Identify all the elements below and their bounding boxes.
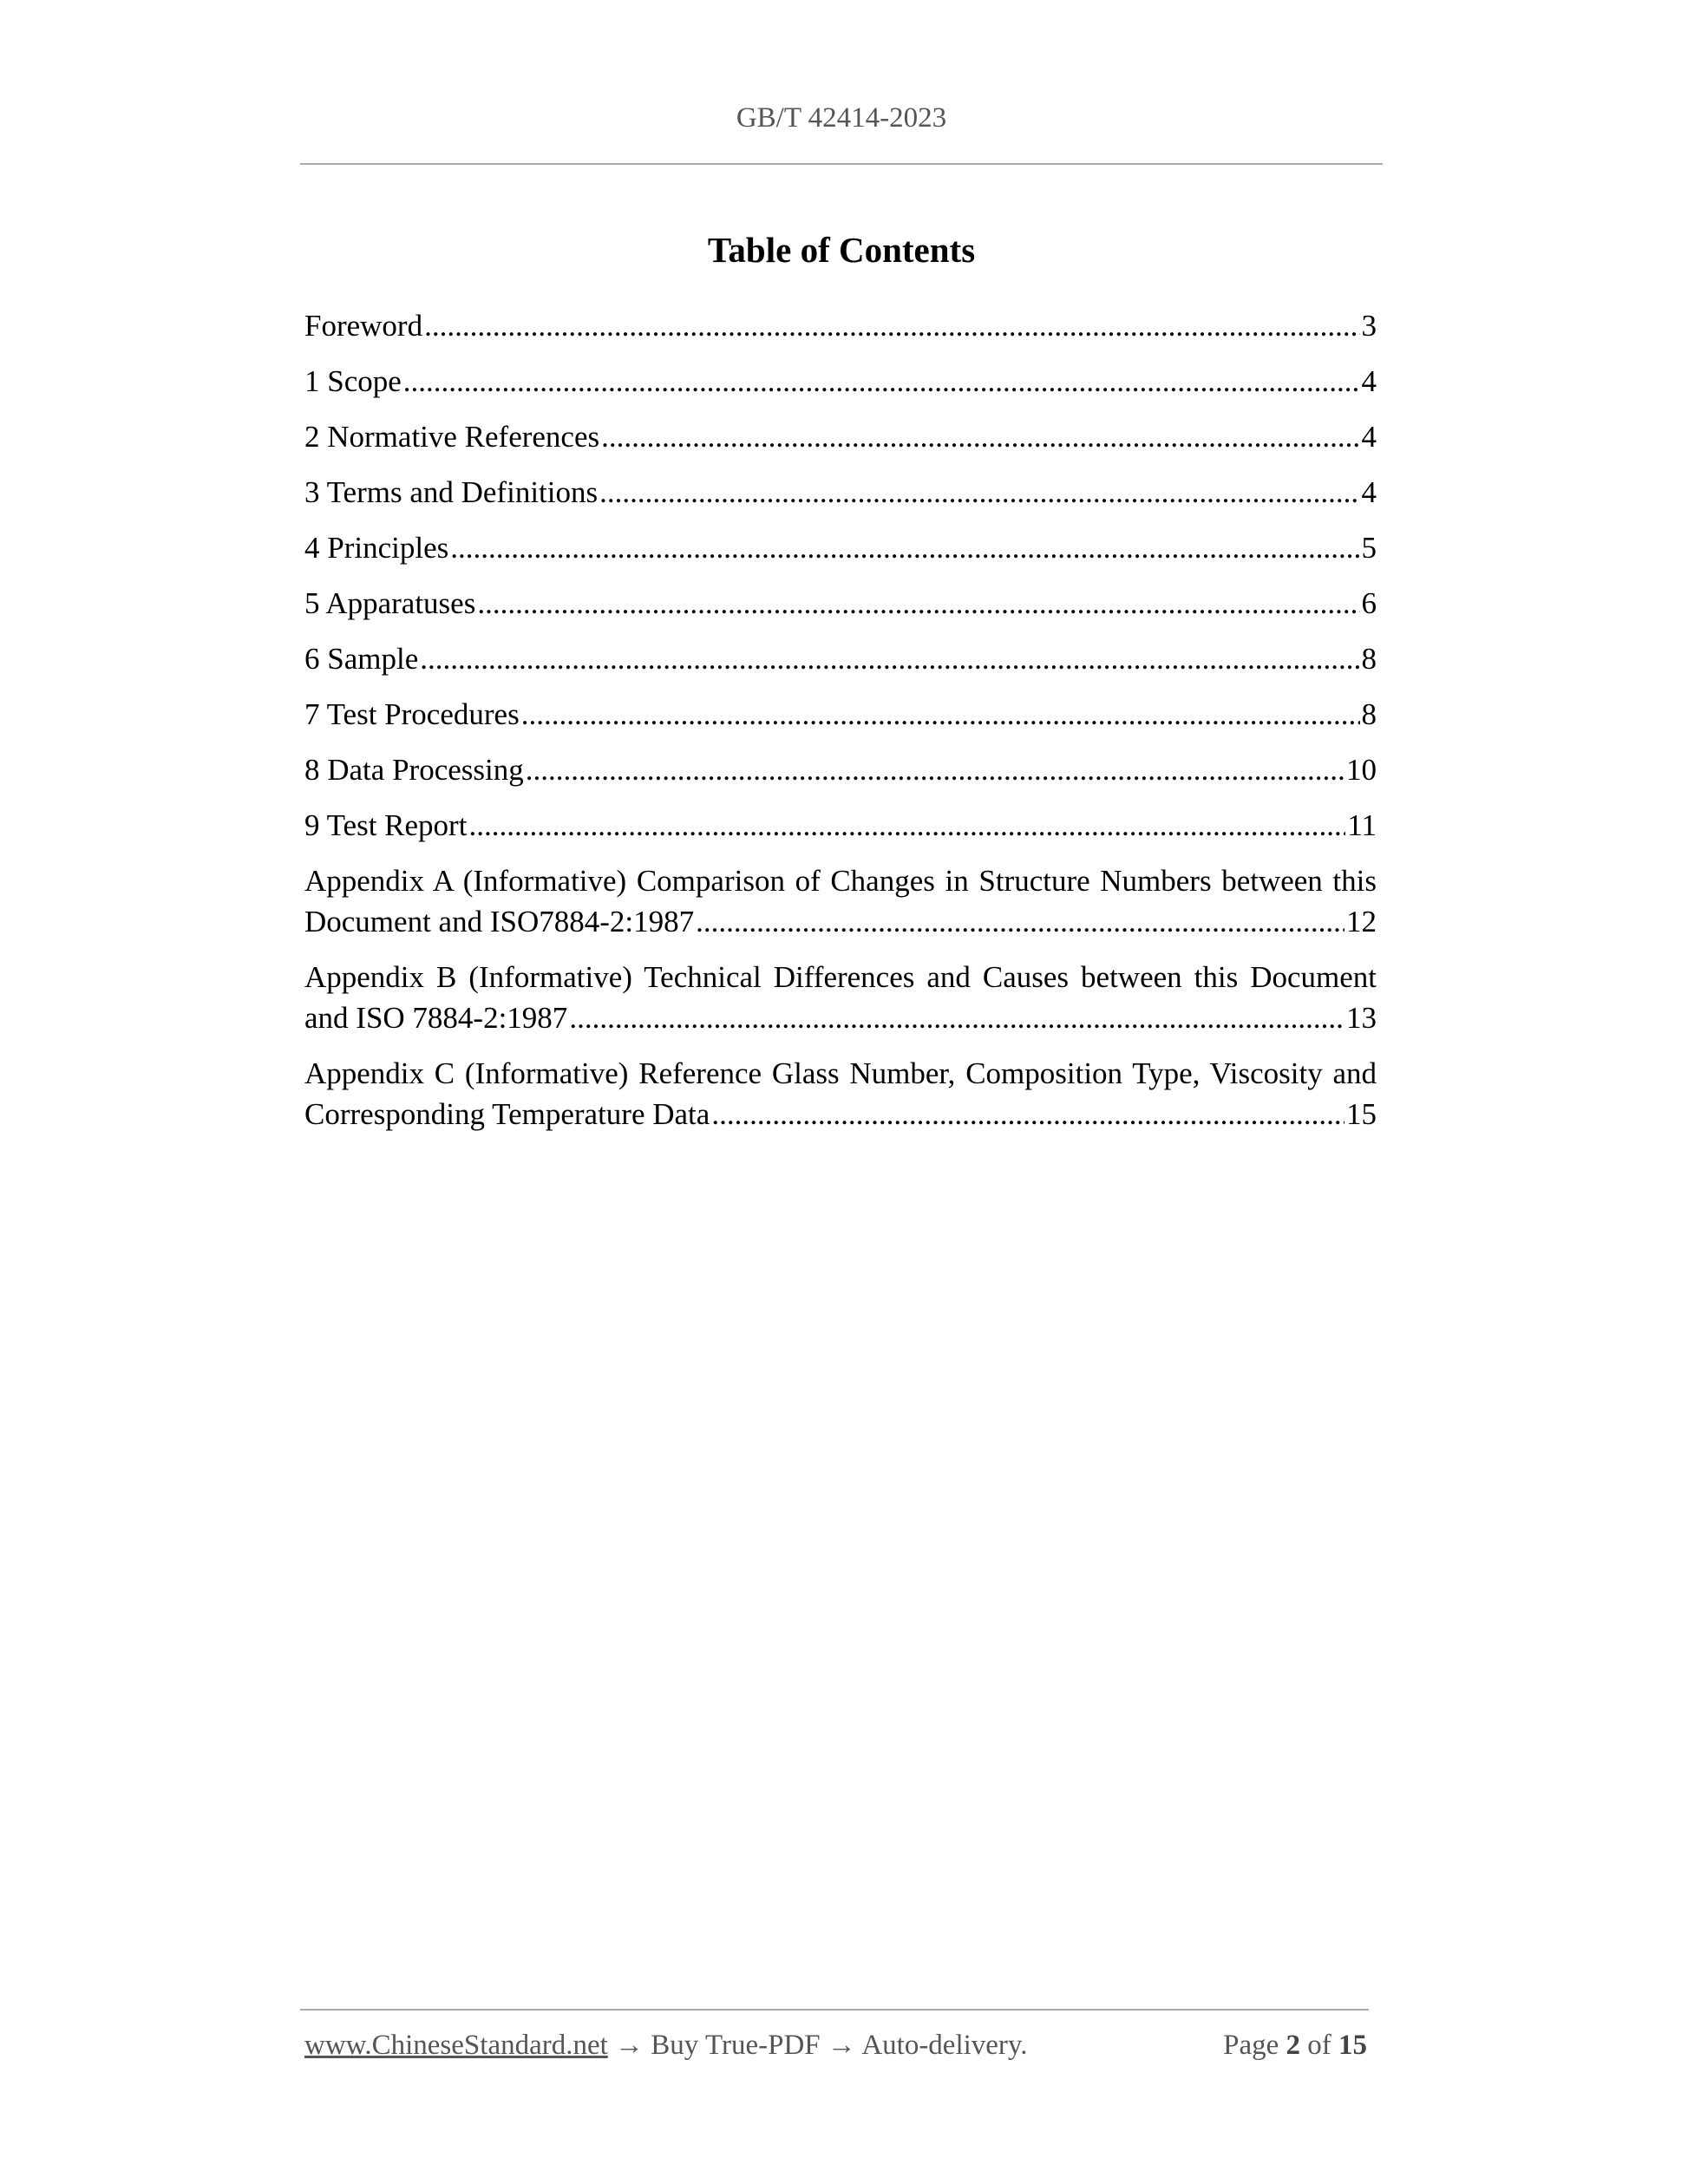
toc-dot-leader [521, 694, 1360, 735]
toc-entry-terms-and-definitions[interactable] [304, 472, 1377, 513]
toc-entry-label: 3 Terms and Definitions [304, 475, 599, 509]
toc-entry-page: 15 [1346, 1097, 1377, 1131]
toc-entry-scope[interactable] [304, 361, 1377, 402]
document-code-header: GB/T 42414-2023 [736, 102, 947, 134]
toc-entry-appendix-b[interactable] [304, 957, 1377, 1038]
page-word: Page [1223, 2030, 1279, 2061]
arrow-right-icon: → [827, 2030, 856, 2061]
toc-dot-leader [696, 901, 1345, 942]
toc-dot-leader [403, 361, 1360, 402]
toc-dot-leader [468, 805, 1345, 846]
header-divider [300, 163, 1383, 165]
toc-dot-leader [424, 305, 1359, 346]
toc-entry-appendix-c[interactable] [304, 1053, 1377, 1135]
toc-entry-page: 8 [1361, 697, 1377, 731]
toc-entry-page: 4 [1361, 475, 1377, 509]
toc-entry-page: 4 [1361, 364, 1377, 398]
toc-title: Table of Contents [707, 230, 976, 270]
toc-entry-label: Foreword [304, 309, 423, 343]
toc-entry-apparatuses[interactable] [304, 583, 1377, 624]
total-pages-number: 15 [1338, 2030, 1367, 2061]
toc-entry-page: 11 [1347, 808, 1377, 842]
toc-entry-label-line2: and ISO 7884-2:1987 [304, 1001, 568, 1035]
toc-dot-leader [711, 1094, 1345, 1135]
toc-entry-label-line1: Appendix A (Informative) Comparison of Changes in Structure Numbers between this [304, 864, 1377, 898]
toc-dot-leader [569, 997, 1345, 1038]
toc-entry-label: 5 Apparatuses [304, 586, 476, 620]
footer-promo [304, 2030, 1028, 2062]
toc-entry-label: 9 Test Report [304, 808, 468, 842]
toc-entry-page: 12 [1346, 905, 1377, 938]
toc-dot-leader [450, 527, 1359, 568]
toc-dot-leader [420, 638, 1359, 679]
toc-entry-label: 4 Principles [304, 531, 449, 565]
toc-dot-leader [601, 416, 1359, 457]
auto-delivery-text: Auto-delivery. [861, 2030, 1028, 2061]
toc-entry-foreword[interactable] [304, 305, 1377, 346]
toc-dot-leader [599, 472, 1359, 513]
toc-entry-label: 7 Test Procedures [304, 697, 520, 731]
toc-entry-page: 4 [1361, 420, 1377, 454]
toc-dot-leader [477, 583, 1359, 624]
toc-entry-normative-references[interactable] [304, 416, 1377, 457]
buy-true-pdf-text: Buy True-PDF [651, 2030, 821, 2061]
toc-entry-appendix-a[interactable] [304, 860, 1377, 942]
table-of-contents [304, 305, 1377, 1149]
toc-entry-page: 13 [1346, 1001, 1377, 1035]
toc-entry-label-line2: Document and ISO7884-2:1987 [304, 905, 695, 938]
footer-divider [300, 2009, 1369, 2011]
site-link[interactable]: www.ChineseStandard.net [304, 2030, 608, 2061]
toc-entry-label-line1: Appendix B (Informative) Technical Differences and Causes between this Document [304, 960, 1377, 994]
toc-entry-principles[interactable] [304, 527, 1377, 568]
toc-entry-page: 3 [1361, 309, 1377, 343]
toc-entry-label-line1: Appendix C (Informative) Reference Glass Number, Composition Type, Viscosity and [304, 1056, 1377, 1090]
toc-entry-sample[interactable] [304, 638, 1377, 679]
toc-entry-data-processing[interactable] [304, 749, 1377, 790]
toc-entry-page: 5 [1361, 531, 1377, 565]
toc-entry-page: 6 [1361, 586, 1377, 620]
current-page-number: 2 [1286, 2030, 1300, 2061]
toc-dot-leader [526, 749, 1345, 790]
toc-entry-test-procedures[interactable] [304, 694, 1377, 735]
toc-entry-page: 10 [1346, 753, 1377, 787]
toc-entry-page: 8 [1361, 642, 1377, 676]
toc-entry-label: 6 Sample [304, 642, 419, 676]
toc-entry-label: 1 Scope [304, 364, 402, 398]
toc-entry-label: 8 Data Processing [304, 753, 524, 787]
arrow-right-icon: → [615, 2030, 644, 2061]
toc-entry-label-line2: Corresponding Temperature Data [304, 1097, 710, 1131]
toc-entry-label: 2 Normative References [304, 420, 600, 454]
page-indicator [1201, 2030, 1367, 2062]
of-word: of [1307, 2030, 1331, 2061]
toc-entry-test-report[interactable] [304, 805, 1377, 846]
